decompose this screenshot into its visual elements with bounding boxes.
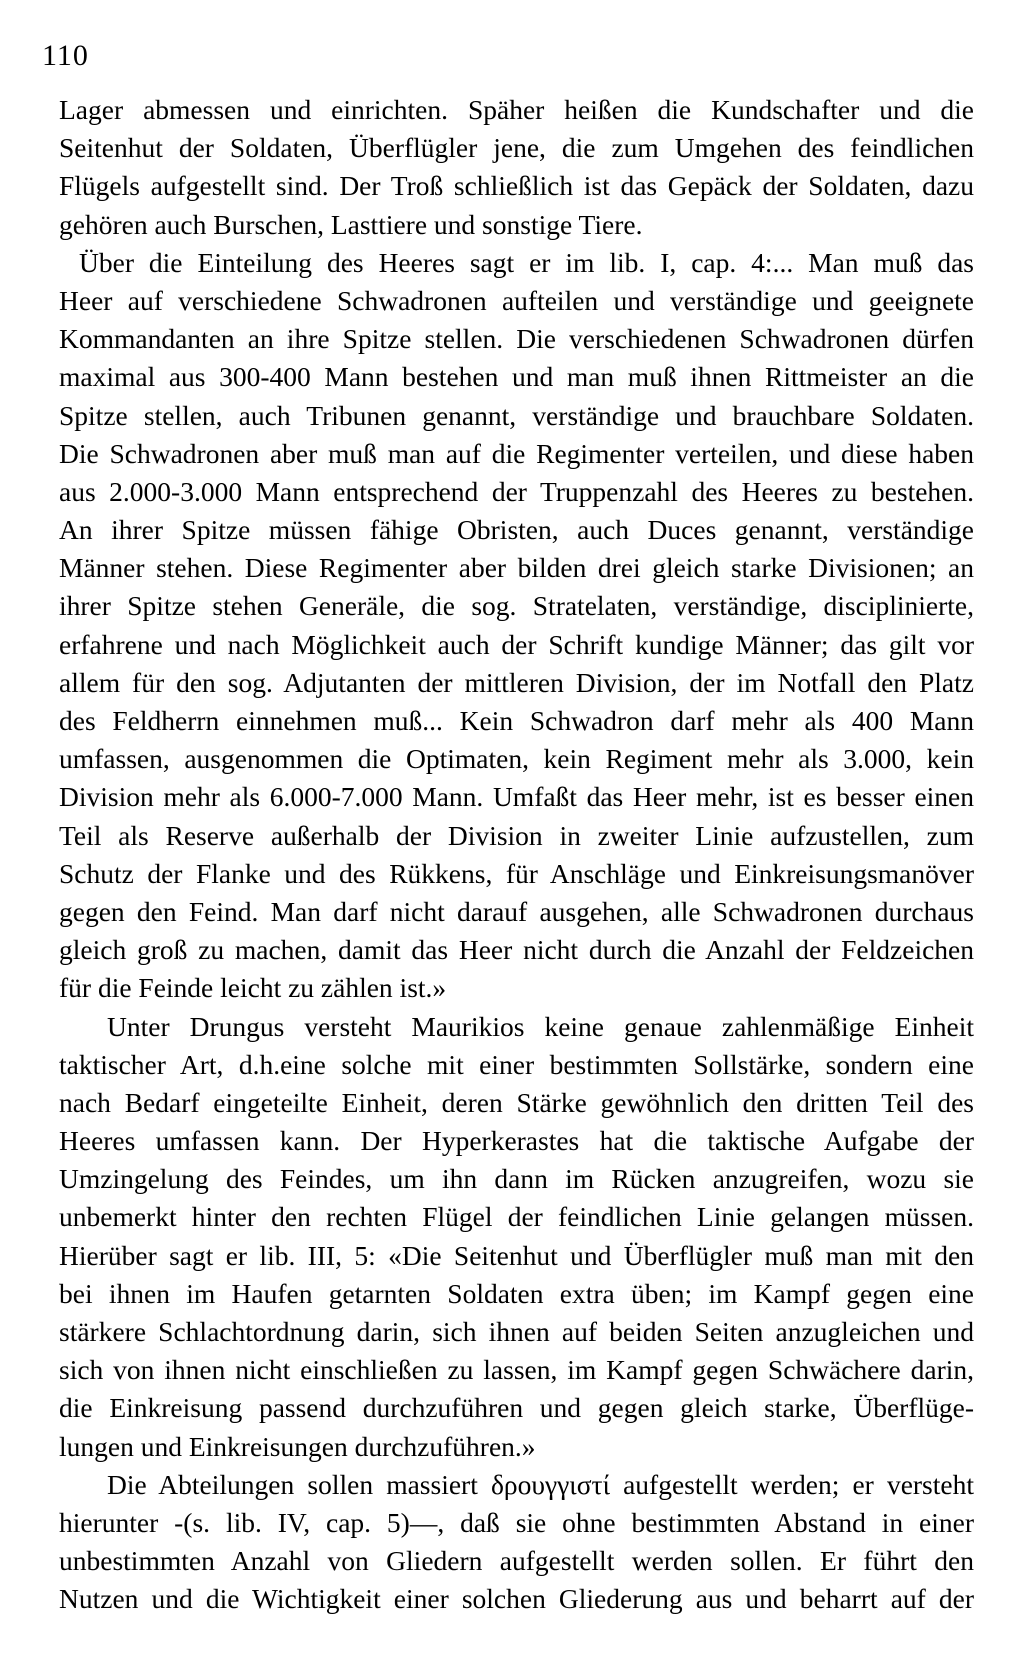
text-line: Division mehr als 6.000-7.000 Mann. Umfaßt das Heer mehr, ist es besser einen xyxy=(59,781,974,813)
text-line: für die Feinde leicht zu zählen ist.» xyxy=(59,972,447,1004)
text-line: erfahrene und nach Möglichkeit auch der Schrift kundige Männer; das gilt vor xyxy=(59,628,974,660)
text-line: umfassen, ausgenommen die Optimaten, kein Regiment mehr als 3.000, kein xyxy=(59,743,974,775)
text-line: nach Bedarf eingeteilte Einheit, deren Stärke gewöhnlich den dritten Teil des xyxy=(59,1086,974,1118)
text-line: allem für den sog. Adjutanten der mittleren Division, der im Notfall den Platz xyxy=(59,666,974,698)
text-line: Die Schwadronen aber muß man auf die Regimenter verteilen, und diese haben xyxy=(59,437,974,469)
text-line: Schutz der Flanke und des Rükkens, für Anschläge und Einkreisungsmanöver xyxy=(59,857,974,889)
text-line: Teil als Reserve außerhalb der Division in zweiter Linie aufzustellen, zum xyxy=(59,819,974,851)
text-line: sich von ihnen nicht einschließen zu lassen, im Kampf gegen Schwächere darin, xyxy=(59,1354,974,1386)
text-line: Unter Drungus versteht Maurikios keine genaue zahlenmäßige Einheit xyxy=(107,1010,974,1042)
text-line: stärkere Schlachtordnung darin, sich ihnen auf beiden Seiten anzugleichen und xyxy=(59,1316,974,1347)
text-line: Spitze stellen, auch Tribunen genannt, verständige und brauchbare Soldaten. xyxy=(59,399,974,431)
text-line: gegen den Feind. Man darf nicht darauf ausgehen, alle Schwadronen durchaus xyxy=(59,895,974,927)
text-line: gehören auch Burschen, Lasttiere und sonstige Tiere. xyxy=(59,208,643,240)
text-line: Männer stehen. Diese Regimenter aber bilden drei gleich starke Divisionen; an xyxy=(59,552,974,584)
text-line: gleich groß zu machen, damit das Heer nicht durch die Anzahl der Feldzeichen xyxy=(59,934,974,966)
text-line: lungen und Einkreisungen durchzuführen.» xyxy=(59,1430,536,1462)
body-text xyxy=(59,91,974,1619)
text-line: bei ihnen im Haufen getarnten Soldaten extra üben; im Kampf gegen eine xyxy=(59,1277,974,1309)
text-line: Über die Einteilung des Heeres sagt er im lib. I, cap. 4:... Man muß das xyxy=(79,246,974,278)
text-line: An ihrer Spitze müssen fähige Obristen, auch Duces genannt, verständige xyxy=(59,514,974,546)
text-line: Hierüber sagt er lib. III, 5: «Die Seitenhut und Überflügler muß man mit den xyxy=(59,1239,974,1271)
text-line: Umzingelung des Feindes, um ihn dann im Rücken anzugreifen, wozu sie xyxy=(59,1163,974,1195)
text-line: Seitenhut der Soldaten, Überflügler jene, die zum Umgehen des feindlichen xyxy=(59,132,974,164)
text-line: Lager abmessen und einrichten. Späher heißen die Kundschafter und die xyxy=(59,94,974,125)
text-line: maximal aus 300-400 Mann bestehen und man muß ihnen Rittmeister an die xyxy=(59,361,974,393)
text-line: Nutzen und die Wichtigkeit einer solchen Gliederung aus und beharrt auf der xyxy=(59,1583,974,1615)
text-line: unbestimmten Anzahl von Gliedern aufgestellt werden sollen. Er führt den xyxy=(59,1545,974,1577)
text-line: des Feldherrn einnehmen muß... Kein Schwadron darf mehr als 400 Mann xyxy=(59,705,974,736)
text-line: Die Abteilungen sollen massiert δρουγγιστί aufgestellt werden; er versteht xyxy=(107,1468,974,1500)
text-line: Kommandanten an ihre Spitze stellen. Die verschiedenen Schwadronen dürfen xyxy=(59,323,974,355)
text-line: Heer auf verschiedene Schwadronen aufteilen und verständige und geeignete xyxy=(59,284,974,316)
page-number: 110 xyxy=(42,39,89,72)
text-line: unbemerkt hinter den rechten Flügel der feindlichen Linie gelangen müssen. xyxy=(59,1201,974,1233)
text-line: taktischer Art, d.h.eine solche mit einer bestimmten Sollstärke, sondern eine xyxy=(59,1048,974,1080)
text-line: ihrer Spitze stehen Generäle, die sog. Stratelaten, verständige, disciplinierte, xyxy=(59,590,974,622)
text-line: hierunter -(s. lib. IV, cap. 5)—, daß sie ohne bestimmten Abstand in einer xyxy=(59,1506,974,1538)
text-line: aus 2.000-3.000 Mann entsprechend der Truppenzahl des Heeres zu bestehen. xyxy=(59,475,974,507)
text-line: Flügels aufgestellt sind. Der Troß schließlich ist das Gepäck der Soldaten, dazu xyxy=(59,170,974,202)
text-line: Heeres umfassen kann. Der Hyperkerastes hat die taktische Aufgabe der xyxy=(59,1125,974,1157)
text-line: die Einkreisung passend durchzuführen und gegen gleich starke, Überflüge- xyxy=(59,1392,974,1424)
